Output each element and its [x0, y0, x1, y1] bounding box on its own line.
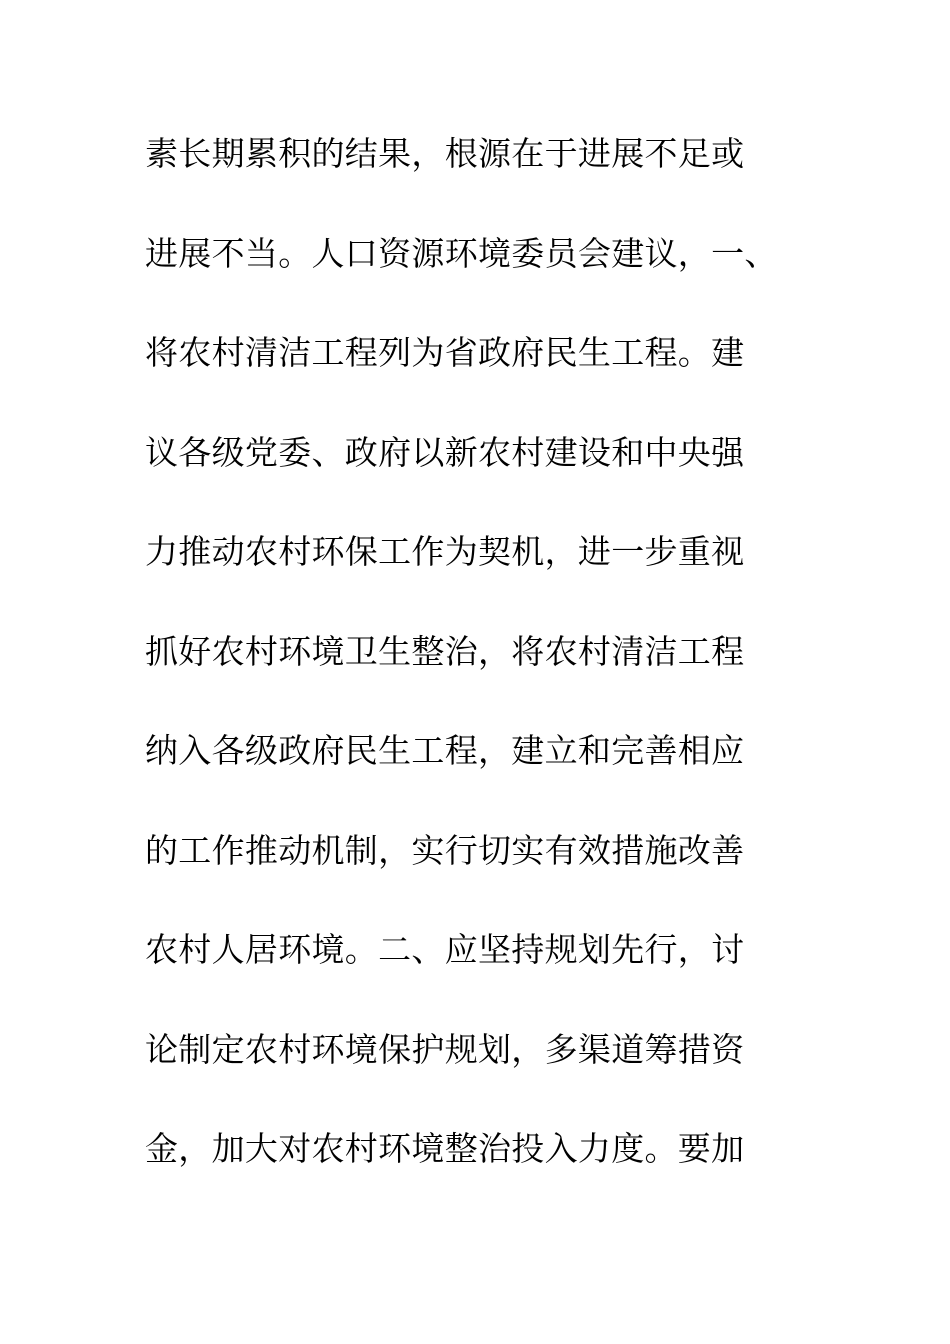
text-line: 素长期累积的结果，根源在于进展不足或	[145, 134, 745, 173]
text-line: 金，加大对农村环境整治投入力度。要加	[145, 1129, 745, 1168]
text-line: 力推动农村环保工作为契机，进一步重视	[145, 532, 745, 571]
text-line: 议各级党委、政府以新农村建设和中央强	[145, 432, 745, 472]
text-line: 纳入各级政府民生工程，建立和完善相应	[145, 731, 745, 770]
text-line: 农村人居环境。二、应坚持规划先行，讨	[145, 930, 745, 969]
text-line: 将农村清洁工程列为省政府民生工程。建	[145, 333, 745, 372]
text-line: 论制定农村环境保护规划，多渠道筹措资	[145, 1029, 745, 1069]
text-line: 的工作推动机制，实行切实有效措施改善	[145, 830, 745, 870]
text-line: 抓好农村环境卫生整治，将农村清洁工程	[145, 631, 745, 671]
text-line: 进展不当。人口资源环境委员会建议，一、	[145, 233, 778, 273]
body-text	[145, 124, 845, 1219]
